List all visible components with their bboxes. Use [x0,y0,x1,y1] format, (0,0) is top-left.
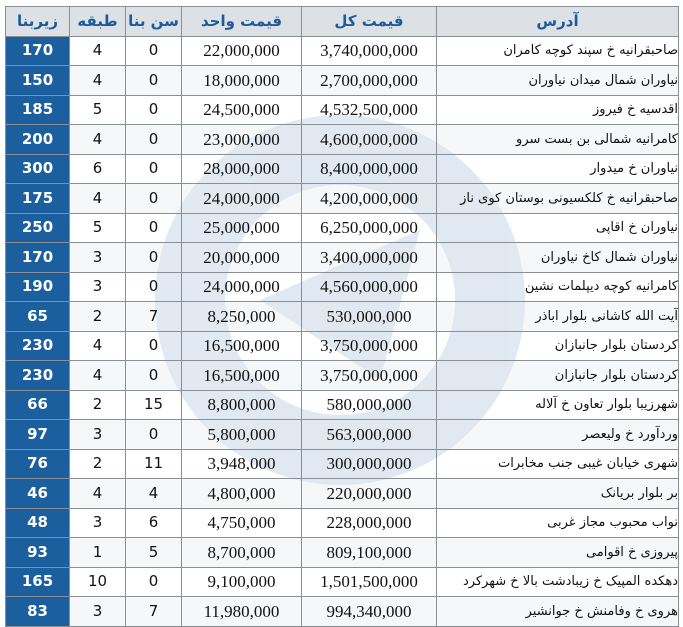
cell-floor: 4 [70,66,126,96]
cell-age: 0 [126,125,182,155]
cell-floor: 10 [70,567,126,597]
cell-address: صاحبقرانیه خ سپند کوچه کامران [437,36,679,66]
cell-age: 0 [126,66,182,96]
cell-unit-price: 18,000,000 [182,66,302,96]
cell-unit-price: 25,000,000 [182,213,302,243]
cell-floor: 2 [70,302,126,332]
cell-age: 0 [126,213,182,243]
cell-age: 0 [126,567,182,597]
cell-area: 300 [6,154,70,184]
cell-address: وردآورد خ ولیعصر [437,420,679,450]
cell-total-price: 3,750,000,000 [302,331,437,361]
cell-unit-price: 24,000,000 [182,184,302,214]
cell-total-price: 4,200,000,000 [302,184,437,214]
cell-age: 15 [126,390,182,420]
cell-total-price: 580,000,000 [302,390,437,420]
cell-address: نواب محبوب مجاز غربی [437,508,679,538]
cell-address: شهری خیابان غیبی جنب مخابرات [437,449,679,479]
table-row [6,597,679,627]
header-area: زیربنا [6,7,70,37]
cell-unit-price: 22,000,000 [182,36,302,66]
cell-unit-price: 16,500,000 [182,361,302,391]
cell-floor: 1 [70,538,126,568]
header-address: آدرس [437,7,679,37]
table-row [6,272,679,302]
cell-area: 46 [6,479,70,509]
cell-area: 65 [6,302,70,332]
table-row [6,184,679,214]
cell-floor: 2 [70,390,126,420]
cell-area: 250 [6,213,70,243]
cell-age: 0 [126,95,182,125]
cell-total-price: 6,250,000,000 [302,213,437,243]
cell-total-price: 228,000,000 [302,508,437,538]
cell-area: 48 [6,508,70,538]
cell-address: کامرانیه شمالی بن بست سرو [437,125,679,155]
cell-floor: 3 [70,508,126,538]
cell-age: 0 [126,272,182,302]
table-row [6,390,679,420]
table-row [6,479,679,509]
cell-age: 7 [126,302,182,332]
cell-total-price: 8,400,000,000 [302,154,437,184]
cell-age: 0 [126,331,182,361]
cell-address: نیاوران خ اقاپی [437,213,679,243]
cell-unit-price: 24,000,000 [182,272,302,302]
table-row [6,331,679,361]
cell-floor: 5 [70,95,126,125]
cell-unit-price: 8,800,000 [182,390,302,420]
cell-age: 0 [126,184,182,214]
cell-address: پیروزی خ اقوامی [437,538,679,568]
cell-age: 0 [126,361,182,391]
cell-age: 0 [126,154,182,184]
cell-area: 230 [6,331,70,361]
cell-address: کامرانیه کوچه دیپلمات نشین [437,272,679,302]
cell-age: 0 [126,420,182,450]
cell-address: صاحبقرانیه خ کلکسیونی بوستان کوی ناز [437,184,679,214]
table-row [6,361,679,391]
cell-area: 170 [6,36,70,66]
cell-age: 0 [126,36,182,66]
cell-floor: 3 [70,272,126,302]
header-total-price: قیمت کل [302,7,437,37]
table-header-row [6,7,679,37]
cell-total-price: 809,100,000 [302,538,437,568]
cell-floor: 4 [70,479,126,509]
table-row [6,154,679,184]
cell-age: 11 [126,449,182,479]
cell-area: 175 [6,184,70,214]
cell-total-price: 994,340,000 [302,597,437,627]
cell-total-price: 3,750,000,000 [302,361,437,391]
cell-area: 170 [6,243,70,273]
cell-area: 66 [6,390,70,420]
cell-unit-price: 9,100,000 [182,567,302,597]
cell-address: کردستان بلوار جانبازان [437,331,679,361]
cell-floor: 3 [70,597,126,627]
cell-area: 165 [6,567,70,597]
cell-floor: 4 [70,184,126,214]
cell-total-price: 3,740,000,000 [302,36,437,66]
cell-total-price: 1,501,500,000 [302,567,437,597]
cell-age: 0 [126,243,182,273]
cell-unit-price: 23,000,000 [182,125,302,155]
cell-unit-price: 3,948,000 [182,449,302,479]
cell-total-price: 2,700,000,000 [302,66,437,96]
cell-total-price: 530,000,000 [302,302,437,332]
cell-floor: 6 [70,154,126,184]
cell-floor: 5 [70,213,126,243]
cell-floor: 4 [70,331,126,361]
cell-address: نیاوران خ میدوار [437,154,679,184]
cell-area: 230 [6,361,70,391]
table-row [6,567,679,597]
cell-unit-price: 8,700,000 [182,538,302,568]
cell-address: نیاوران شمال کاخ نیاوران [437,243,679,273]
cell-total-price: 563,000,000 [302,420,437,450]
cell-unit-price: 4,800,000 [182,479,302,509]
cell-address: هروی خ وفامنش خ جوانشیر [437,597,679,627]
cell-age: 6 [126,508,182,538]
table-row [6,538,679,568]
table-row [6,449,679,479]
cell-total-price: 300,000,000 [302,449,437,479]
cell-unit-price: 20,000,000 [182,243,302,273]
cell-address: آیت الله کاشانی بلوار اباذر [437,302,679,332]
table-row [6,420,679,450]
cell-unit-price: 11,980,000 [182,597,302,627]
table-row [6,243,679,273]
table-row [6,95,679,125]
header-age: سن بنا [126,7,182,37]
cell-area: 150 [6,66,70,96]
table-row [6,36,679,66]
cell-total-price: 4,532,500,000 [302,95,437,125]
cell-unit-price: 5,800,000 [182,420,302,450]
table-row [6,213,679,243]
cell-unit-price: 24,500,000 [182,95,302,125]
cell-floor: 4 [70,125,126,155]
cell-unit-price: 4,750,000 [182,508,302,538]
table-row [6,125,679,155]
cell-floor: 4 [70,361,126,391]
cell-age: 5 [126,538,182,568]
cell-floor: 2 [70,449,126,479]
table-row [6,302,679,332]
table-row [6,66,679,96]
cell-area: 190 [6,272,70,302]
cell-total-price: 220,000,000 [302,479,437,509]
table-row [6,508,679,538]
cell-floor: 4 [70,36,126,66]
cell-floor: 3 [70,243,126,273]
table-body [6,36,679,626]
cell-area: 76 [6,449,70,479]
cell-address: دهکده المپیک خ زیبادشت بالا خ شهرکرد [437,567,679,597]
cell-area: 93 [6,538,70,568]
cell-unit-price: 16,500,000 [182,331,302,361]
cell-total-price: 4,560,000,000 [302,272,437,302]
cell-unit-price: 8,250,000 [182,302,302,332]
cell-area: 97 [6,420,70,450]
cell-unit-price: 28,000,000 [182,154,302,184]
cell-total-price: 4,600,000,000 [302,125,437,155]
cell-area: 200 [6,125,70,155]
cell-total-price: 3,400,000,000 [302,243,437,273]
header-floor: طبقه [70,7,126,37]
cell-address: اقدسیه خ فیروز [437,95,679,125]
cell-address: نیاوران شمال میدان نیاوران [437,66,679,96]
property-listing-table [5,6,679,627]
cell-address: کردستان بلوار جانبازان [437,361,679,391]
cell-age: 4 [126,479,182,509]
cell-area: 83 [6,597,70,627]
cell-area: 185 [6,95,70,125]
cell-address: شهرزیبا بلوار تعاون خ آلاله [437,390,679,420]
cell-address: بر بلوار بریانک [437,479,679,509]
cell-age: 7 [126,597,182,627]
header-unit-price: قیمت واحد [182,7,302,37]
cell-floor: 3 [70,420,126,450]
